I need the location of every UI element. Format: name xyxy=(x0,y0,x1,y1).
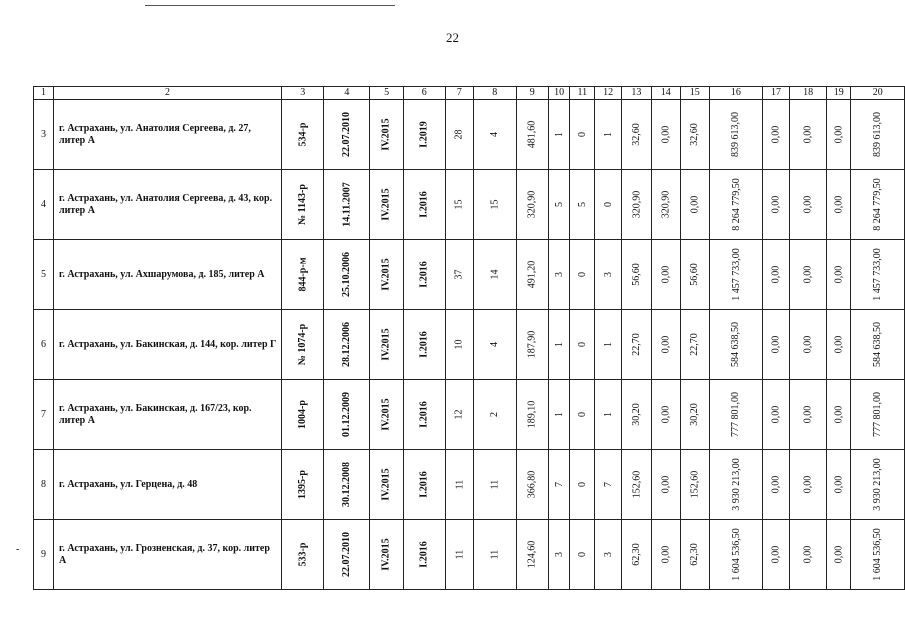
table-cell xyxy=(651,170,680,240)
cell-text: 584 638,50 xyxy=(872,322,884,367)
cell-text: IV.2015 xyxy=(381,468,393,501)
cell-text: 11 xyxy=(489,479,501,490)
table-cell xyxy=(789,240,826,310)
table-cell xyxy=(851,100,905,170)
table-cell xyxy=(680,520,709,590)
cell-text: 0,00 xyxy=(802,335,814,354)
table-cell xyxy=(827,520,851,590)
table-cell xyxy=(370,380,403,450)
table-cell xyxy=(709,240,763,310)
table-cell xyxy=(548,170,569,240)
table-cell xyxy=(403,380,445,450)
table-cell xyxy=(651,380,680,450)
address-cell: г. Астрахань, ул. Анатолия Сергеева, д. 43, кор. литер А xyxy=(53,170,281,240)
table-cell xyxy=(763,240,790,310)
cell-text: 22,70 xyxy=(689,333,701,356)
cell-text: 0,00 xyxy=(660,545,672,564)
address-cell: г. Астрахань, ул. Ахшарумова, д. 185, литер А xyxy=(53,240,281,310)
table-cell xyxy=(763,450,790,520)
row-number-cell: 3 xyxy=(34,100,54,170)
cell-text: 01.12.2009 xyxy=(341,392,353,437)
table-cell xyxy=(281,100,323,170)
table-cell xyxy=(570,520,595,590)
table-cell xyxy=(324,100,370,170)
column-header: 14 xyxy=(651,87,680,100)
table-cell xyxy=(474,380,516,450)
cell-text: 0,00 xyxy=(770,335,782,354)
row-number-cell: 6 xyxy=(34,310,54,380)
table-cell xyxy=(474,310,516,380)
cell-text: 844-р-м xyxy=(297,257,309,292)
stray-mark: - xyxy=(16,544,20,555)
table-cell xyxy=(403,310,445,380)
table-cell xyxy=(548,520,569,590)
cell-text: 0,00 xyxy=(660,335,672,354)
cell-text: № 1143-р xyxy=(297,184,309,225)
table-cell xyxy=(651,520,680,590)
table-cell xyxy=(281,170,323,240)
table-cell xyxy=(851,450,905,520)
table-cell xyxy=(570,240,595,310)
cell-text: 14 xyxy=(489,269,501,280)
cell-text: 0 xyxy=(576,342,588,347)
cell-text: I.2019 xyxy=(418,121,430,148)
address-cell: г. Астрахань, ул. Герцена, д. 48 xyxy=(53,450,281,520)
cell-text: 37 xyxy=(453,269,465,280)
cell-text: 11 xyxy=(453,549,465,560)
table-cell xyxy=(281,380,323,450)
cell-text: 62,30 xyxy=(689,543,701,566)
table-cell xyxy=(789,380,826,450)
cell-text: 1 604 536,50 xyxy=(730,528,742,581)
cell-text: 32,60 xyxy=(689,123,701,146)
table-cell xyxy=(370,100,403,170)
cell-text: 0,00 xyxy=(802,545,814,564)
cell-text: 0,00 xyxy=(770,545,782,564)
cell-text: 1004-р xyxy=(297,400,309,429)
cell-text: I.2016 xyxy=(418,471,430,498)
cell-text: 1 457 733,00 xyxy=(872,248,884,301)
table-cell xyxy=(827,450,851,520)
cell-text: 25.10.2006 xyxy=(341,252,353,297)
address-cell: г. Астрахань, ул. Грозненская, д. 37, кор. литер А xyxy=(53,520,281,590)
address-cell: г. Астрахань, ул. Бакинская, д. 144, кор. литер Г xyxy=(53,310,281,380)
cell-text: 1 xyxy=(553,342,565,347)
column-header: 9 xyxy=(516,87,548,100)
cell-text: 0 xyxy=(576,132,588,137)
cell-text: 1 457 733,00 xyxy=(730,248,742,301)
table-cell xyxy=(370,170,403,240)
table-cell xyxy=(570,310,595,380)
table-cell xyxy=(324,520,370,590)
table-cell xyxy=(622,520,652,590)
cell-text: IV.2015 xyxy=(381,398,393,431)
table-cell xyxy=(595,310,622,380)
table-row xyxy=(34,310,905,380)
table-cell xyxy=(474,240,516,310)
table-cell xyxy=(709,380,763,450)
table-cell xyxy=(281,450,323,520)
table-cell xyxy=(445,520,473,590)
table-cell xyxy=(516,520,548,590)
column-header: 11 xyxy=(570,87,595,100)
cell-text: 777 801,00 xyxy=(872,392,884,437)
table-cell xyxy=(445,310,473,380)
cell-text: 30,20 xyxy=(689,403,701,426)
table-cell xyxy=(827,380,851,450)
table-cell xyxy=(789,100,826,170)
table-cell xyxy=(281,520,323,590)
table-cell xyxy=(548,100,569,170)
column-header: 3 xyxy=(281,87,323,100)
cell-text: 0,00 xyxy=(770,405,782,424)
table-cell xyxy=(570,100,595,170)
column-number-row xyxy=(34,87,905,100)
table-cell xyxy=(516,380,548,450)
cell-text: 30.12.2008 xyxy=(341,462,353,507)
cell-text: 22.07.2010 xyxy=(341,532,353,577)
table-cell xyxy=(474,100,516,170)
cell-text: 0,00 xyxy=(833,195,845,214)
table-cell xyxy=(827,310,851,380)
table-cell xyxy=(709,100,763,170)
table-cell xyxy=(548,310,569,380)
cell-text: 0,00 xyxy=(802,265,814,284)
table-cell xyxy=(595,100,622,170)
table-cell xyxy=(622,450,652,520)
table-cell xyxy=(622,240,652,310)
column-header: 15 xyxy=(680,87,709,100)
table-cell xyxy=(324,310,370,380)
table-cell xyxy=(680,100,709,170)
cell-text: 4 xyxy=(489,342,501,347)
table-cell xyxy=(370,450,403,520)
table-cell xyxy=(595,380,622,450)
column-header: 12 xyxy=(595,87,622,100)
table-cell xyxy=(516,100,548,170)
register-table xyxy=(33,86,905,590)
table-cell xyxy=(680,380,709,450)
table-cell xyxy=(403,450,445,520)
cell-text: 1 604 536,50 xyxy=(872,528,884,581)
table-cell xyxy=(595,170,622,240)
cell-text: 0 xyxy=(576,482,588,487)
cell-text: 0,00 xyxy=(802,475,814,494)
cell-text: 0,00 xyxy=(660,475,672,494)
table-row xyxy=(34,520,905,590)
cell-text: 1 xyxy=(553,132,565,137)
row-number-cell: 7 xyxy=(34,380,54,450)
cell-text: 11 xyxy=(453,479,465,490)
table-cell xyxy=(789,520,826,590)
cell-text: I.2016 xyxy=(418,261,430,288)
column-header: 16 xyxy=(709,87,763,100)
cell-text: 28 xyxy=(453,129,465,140)
table-row xyxy=(34,450,905,520)
table-cell xyxy=(324,450,370,520)
cell-text: 584 638,50 xyxy=(730,322,742,367)
cell-text: 0,00 xyxy=(833,335,845,354)
cell-text: 15 xyxy=(453,199,465,210)
cell-text: 22.07.2010 xyxy=(341,112,353,157)
table-cell xyxy=(516,240,548,310)
cell-text: I.2016 xyxy=(418,401,430,428)
table-cell xyxy=(851,240,905,310)
table-cell xyxy=(763,170,790,240)
table-cell xyxy=(595,240,622,310)
table-cell xyxy=(680,170,709,240)
cell-text: IV.2015 xyxy=(381,538,393,571)
cell-text: 62,30 xyxy=(630,543,642,566)
cell-text: 0,00 xyxy=(770,125,782,144)
table-cell xyxy=(622,170,652,240)
cell-text: I.2016 xyxy=(418,331,430,358)
cell-text: 152,60 xyxy=(689,470,701,499)
column-header: 1 xyxy=(34,87,54,100)
cell-text: 28.12.2006 xyxy=(341,322,353,367)
cell-text: 534-р xyxy=(297,122,309,147)
table-row xyxy=(34,240,905,310)
table-row xyxy=(34,170,905,240)
table-cell xyxy=(763,310,790,380)
cell-text: 12 xyxy=(453,409,465,420)
table-cell xyxy=(516,310,548,380)
cell-text: 839 613,00 xyxy=(872,112,884,157)
table-cell xyxy=(763,520,790,590)
table-cell xyxy=(516,450,548,520)
cell-text: 0,00 xyxy=(833,405,845,424)
table-cell xyxy=(403,170,445,240)
table-cell xyxy=(548,380,569,450)
table-cell xyxy=(680,310,709,380)
table-cell xyxy=(680,240,709,310)
table-cell xyxy=(403,520,445,590)
cell-text: 22,70 xyxy=(630,333,642,356)
cell-text: 3 xyxy=(553,272,565,277)
cell-text: 0,00 xyxy=(802,125,814,144)
cell-text: 320,90 xyxy=(526,190,538,219)
table-cell xyxy=(789,310,826,380)
row-number-cell: 9 xyxy=(34,520,54,590)
table-cell xyxy=(324,170,370,240)
column-header: 20 xyxy=(851,87,905,100)
cell-text: 7 xyxy=(553,482,565,487)
cell-text: 32,60 xyxy=(630,123,642,146)
table-cell xyxy=(370,240,403,310)
cell-text: 777 801,00 xyxy=(730,392,742,437)
cell-text: № 1074-р xyxy=(297,323,309,366)
table-cell xyxy=(474,170,516,240)
table-row xyxy=(34,380,905,450)
table-cell xyxy=(570,380,595,450)
table-cell xyxy=(827,100,851,170)
column-header: 2 xyxy=(53,87,281,100)
table-cell xyxy=(445,100,473,170)
cell-text: 0,00 xyxy=(833,475,845,494)
column-header: 6 xyxy=(403,87,445,100)
cell-text: 0,00 xyxy=(802,405,814,424)
cell-text: 320,90 xyxy=(630,190,642,219)
table-cell xyxy=(445,240,473,310)
table-cell xyxy=(445,380,473,450)
table-cell xyxy=(789,450,826,520)
cell-text: 2 xyxy=(489,412,501,417)
table-cell xyxy=(651,100,680,170)
top-rule xyxy=(145,5,395,6)
cell-text: 8 264 779,50 xyxy=(872,178,884,231)
cell-text: 0,00 xyxy=(770,195,782,214)
table-cell xyxy=(324,240,370,310)
cell-text: 3 930 213,00 xyxy=(730,458,742,511)
cell-text: IV.2015 xyxy=(381,258,393,291)
cell-text: 533-р xyxy=(297,542,309,567)
cell-text: 124,60 xyxy=(526,540,538,569)
cell-text: 0,00 xyxy=(660,125,672,144)
table-cell xyxy=(403,100,445,170)
cell-text: 189,10 xyxy=(526,400,538,429)
cell-text: 56,60 xyxy=(689,263,701,286)
table-cell xyxy=(651,450,680,520)
column-header: 4 xyxy=(324,87,370,100)
cell-text: 30,20 xyxy=(630,403,642,426)
table-cell xyxy=(851,380,905,450)
cell-text: 0 xyxy=(576,412,588,417)
cell-text: 0,00 xyxy=(770,265,782,284)
table-cell xyxy=(651,240,680,310)
table-cell xyxy=(827,240,851,310)
table-cell xyxy=(516,170,548,240)
table-cell xyxy=(570,450,595,520)
table-cell xyxy=(622,100,652,170)
row-number-cell: 5 xyxy=(34,240,54,310)
cell-text: 839 613,00 xyxy=(730,112,742,157)
row-number-cell: 8 xyxy=(34,450,54,520)
cell-text: 3 xyxy=(602,552,614,557)
table-cell xyxy=(474,450,516,520)
table-cell xyxy=(445,170,473,240)
cell-text: 152,60 xyxy=(630,470,642,499)
column-header: 7 xyxy=(445,87,473,100)
cell-text: 0,00 xyxy=(833,125,845,144)
cell-text: 0 xyxy=(602,202,614,207)
column-header: 8 xyxy=(474,87,516,100)
column-header: 19 xyxy=(827,87,851,100)
table-cell xyxy=(827,170,851,240)
cell-text: IV.2015 xyxy=(381,328,393,361)
row-number-cell: 4 xyxy=(34,170,54,240)
cell-text: 0,00 xyxy=(802,195,814,214)
cell-text: 1 xyxy=(602,132,614,137)
cell-text: 1 xyxy=(553,412,565,417)
table-cell xyxy=(595,450,622,520)
table-cell xyxy=(403,240,445,310)
column-header: 17 xyxy=(763,87,790,100)
cell-text: I.2016 xyxy=(418,541,430,568)
table-row xyxy=(34,100,905,170)
table-cell xyxy=(789,170,826,240)
cell-text: 491,20 xyxy=(526,260,538,289)
cell-text: 5 xyxy=(576,202,588,207)
cell-text: 4 xyxy=(489,132,501,137)
cell-text: 320,90 xyxy=(660,190,672,219)
table-cell xyxy=(370,520,403,590)
cell-text: 8 264 779,50 xyxy=(730,178,742,231)
cell-text: 14.11.2007 xyxy=(341,182,353,227)
table-cell xyxy=(622,380,652,450)
table-cell xyxy=(763,380,790,450)
cell-text: 0,00 xyxy=(689,195,701,214)
cell-text: 0 xyxy=(576,272,588,277)
table-cell xyxy=(570,170,595,240)
cell-text: 0,00 xyxy=(833,545,845,564)
table-cell xyxy=(709,170,763,240)
cell-text: 5 xyxy=(553,202,565,207)
cell-text: I.2016 xyxy=(418,191,430,218)
cell-text: IV.2015 xyxy=(381,118,393,151)
table-cell xyxy=(851,310,905,380)
table-cell xyxy=(651,310,680,380)
table-cell xyxy=(709,450,763,520)
table-cell xyxy=(474,520,516,590)
cell-text: 0,00 xyxy=(833,265,845,284)
table-cell xyxy=(709,520,763,590)
table-cell xyxy=(709,310,763,380)
cell-text: IV.2015 xyxy=(381,188,393,221)
cell-text: 0,00 xyxy=(770,475,782,494)
cell-text: 1 xyxy=(602,342,614,347)
cell-text: 481,60 xyxy=(526,120,538,149)
address-cell: г. Астрахань, ул. Анатолия Сергеева, д. 27, литер А xyxy=(53,100,281,170)
table-cell xyxy=(281,310,323,380)
column-header: 13 xyxy=(622,87,652,100)
cell-text: 0,00 xyxy=(660,405,672,424)
table-cell xyxy=(763,100,790,170)
cell-text: 1 xyxy=(602,412,614,417)
cell-text: 3 xyxy=(602,272,614,277)
table-cell xyxy=(680,450,709,520)
table-cell xyxy=(548,240,569,310)
cell-text: 0 xyxy=(576,552,588,557)
table-cell xyxy=(851,520,905,590)
table-cell xyxy=(370,310,403,380)
cell-text: 1395-р xyxy=(297,470,309,499)
table-cell xyxy=(622,310,652,380)
cell-text: 3 xyxy=(553,552,565,557)
cell-text: 187,90 xyxy=(526,330,538,359)
cell-text: 10 xyxy=(453,339,465,350)
cell-text: 3 930 213,00 xyxy=(872,458,884,511)
column-header: 5 xyxy=(370,87,403,100)
table-cell xyxy=(445,450,473,520)
cell-text: 7 xyxy=(602,482,614,487)
column-header: 18 xyxy=(789,87,826,100)
cell-text: 0,00 xyxy=(660,265,672,284)
cell-text: 366,80 xyxy=(526,470,538,499)
cell-text: 15 xyxy=(489,199,501,210)
cell-text: 11 xyxy=(489,549,501,560)
table-cell xyxy=(851,170,905,240)
table-cell xyxy=(595,520,622,590)
column-header: 10 xyxy=(548,87,569,100)
cell-text: 56,60 xyxy=(630,263,642,286)
table-cell xyxy=(548,450,569,520)
address-cell: г. Астрахань, ул. Бакинская, д. 167/23, кор. литер А xyxy=(53,380,281,450)
table-cell xyxy=(324,380,370,450)
table-cell xyxy=(281,240,323,310)
page-number: 22 xyxy=(446,30,459,45)
